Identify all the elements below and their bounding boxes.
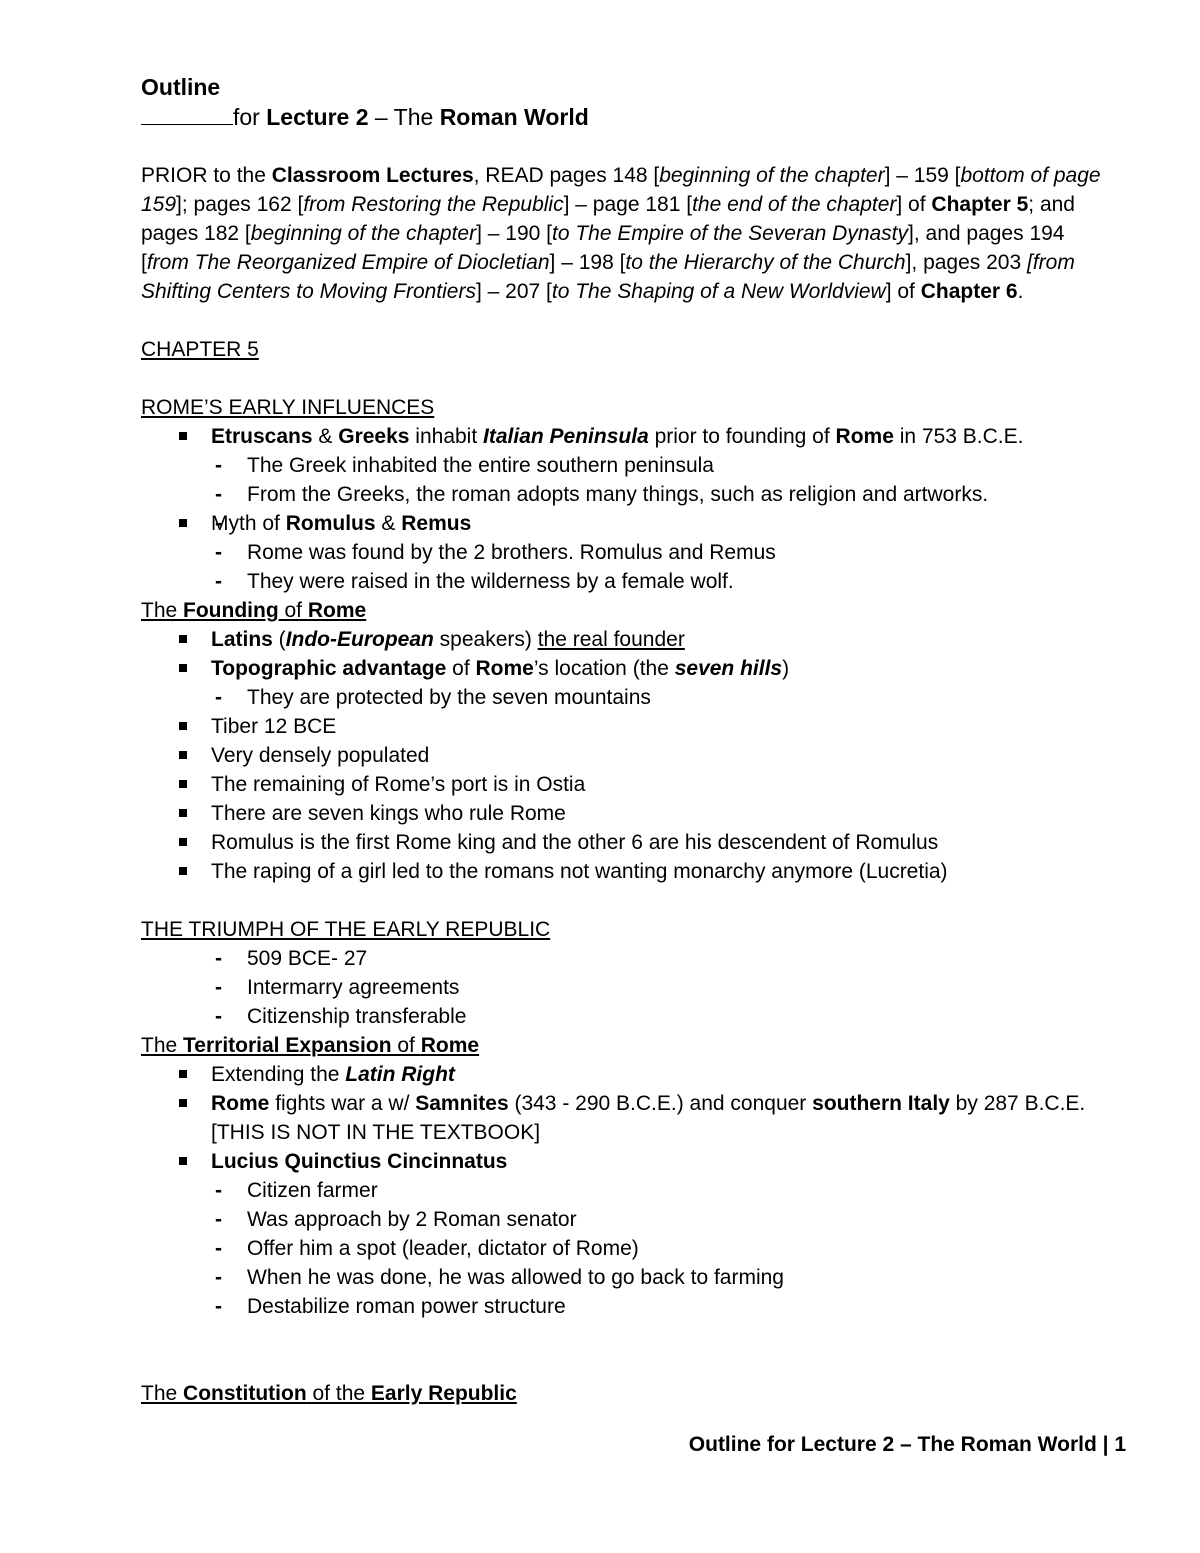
list-item: Rome fights war a w/ Samnites (343 - 290 B.C.E.) and conquer southern Italy by 287 B.C.E.	[141, 1089, 1101, 1118]
doc-subtitle: for Lecture 2 – The Roman World	[141, 102, 1101, 132]
sub-list-item: - Destabilize roman power structure	[141, 1292, 1101, 1321]
sub-list-item: - They were raised in the wilderness by a female wolf.	[141, 567, 1101, 596]
list-item: Extending the Latin Right	[141, 1060, 1101, 1089]
subtitle-underline-spacer	[141, 103, 233, 125]
sub-list-item: - 509 BCE- 27	[141, 944, 1101, 973]
sub-list-item: - They are protected by the seven mountains	[141, 683, 1101, 712]
list-item: Latins (Indo-European speakers) the real founder	[141, 625, 1101, 654]
section-heading-founding-of-rome: The Founding of Rome	[141, 599, 367, 622]
list-item: Very densely populated	[141, 741, 1101, 770]
section-heading-constitution: The Constitution of the Early Republic	[141, 1382, 517, 1405]
list-item: Myth of Romulus & Remus	[141, 509, 1101, 538]
section-heading-early-influences: ROME’S EARLY INFLUENCES	[141, 396, 435, 419]
list-item: There are seven kings who rule Rome	[141, 799, 1101, 828]
sub-list-item: - The Greek inhabited the entire southern peninsula	[141, 451, 1101, 480]
list-item: Tiber 12 BCE	[141, 712, 1101, 741]
list-item: The remaining of Rome’s port is in Ostia	[141, 770, 1101, 799]
reading-instructions: PRIOR to the Classroom Lectures, READ pages 148 [beginning of the chapter] – 159 [bottom of page 159]; pages 162 [from Restoring the Republic] – page 181 [the end of the chapter] of Chapter 5; and pages 182 [beginning of the chapter] – 190 [to The Empire of the Severan Dynasty], and pages 194 [from The Reorganized Empire of Diocletian] – 198 [to the Hierarchy of the Church], pages 203 [from Shifting Centers to Moving Frontiers] – 207 [to The Shaping of a New Worldview] of Chapter 6.	[141, 164, 1101, 303]
section-heading-early-republic: THE TRIUMPH OF THE EARLY REPUBLIC	[141, 918, 551, 941]
sub-list-item: - Intermarry agreements	[141, 973, 1101, 1002]
sub-list-item: - Was approach by 2 Roman senator	[141, 1205, 1101, 1234]
list-item: The raping of a girl led to the romans not wanting monarchy anymore (Lucretia)	[141, 857, 1101, 886]
chapter-heading: CHAPTER 5	[141, 338, 259, 361]
page-footer: Outline for Lecture 2 – The Roman World | 1	[688, 1433, 1126, 1456]
document-page	[141, 72, 1101, 1408]
list-item: Topographic advantage of Rome’s location (the seven hills)	[141, 654, 1101, 683]
doc-title: Outline	[141, 74, 221, 100]
list-item: Lucius Quinctius Cincinnatus	[141, 1147, 1101, 1176]
sub-list-item: - From the Greeks, the roman adopts many things, such as religion and artworks.	[141, 480, 1101, 509]
list-item: Romulus is the first Rome king and the other 6 are his descendent of Romulus	[141, 828, 1101, 857]
sub-list-item: - Citizen farmer	[141, 1176, 1101, 1205]
sub-list-item: - Offer him a spot (leader, dictator of Rome)	[141, 1234, 1101, 1263]
sub-list-item: - When he was done, he was allowed to go back to farming	[141, 1263, 1101, 1292]
list-item-continuation: [THIS IS NOT IN THE TEXTBOOK]	[211, 1121, 541, 1144]
list-item: Etruscans & Greeks inhabit Italian Peninsula prior to founding of Rome in 753 B.C.E.	[141, 422, 1101, 451]
sub-list-item: - Citizenship transferable	[141, 1002, 1101, 1031]
sub-list-item: - Rome was found by the 2 brothers. Romulus and Remus	[141, 538, 1101, 567]
section-heading-territorial-expansion: The Territorial Expansion of Rome	[141, 1034, 480, 1057]
